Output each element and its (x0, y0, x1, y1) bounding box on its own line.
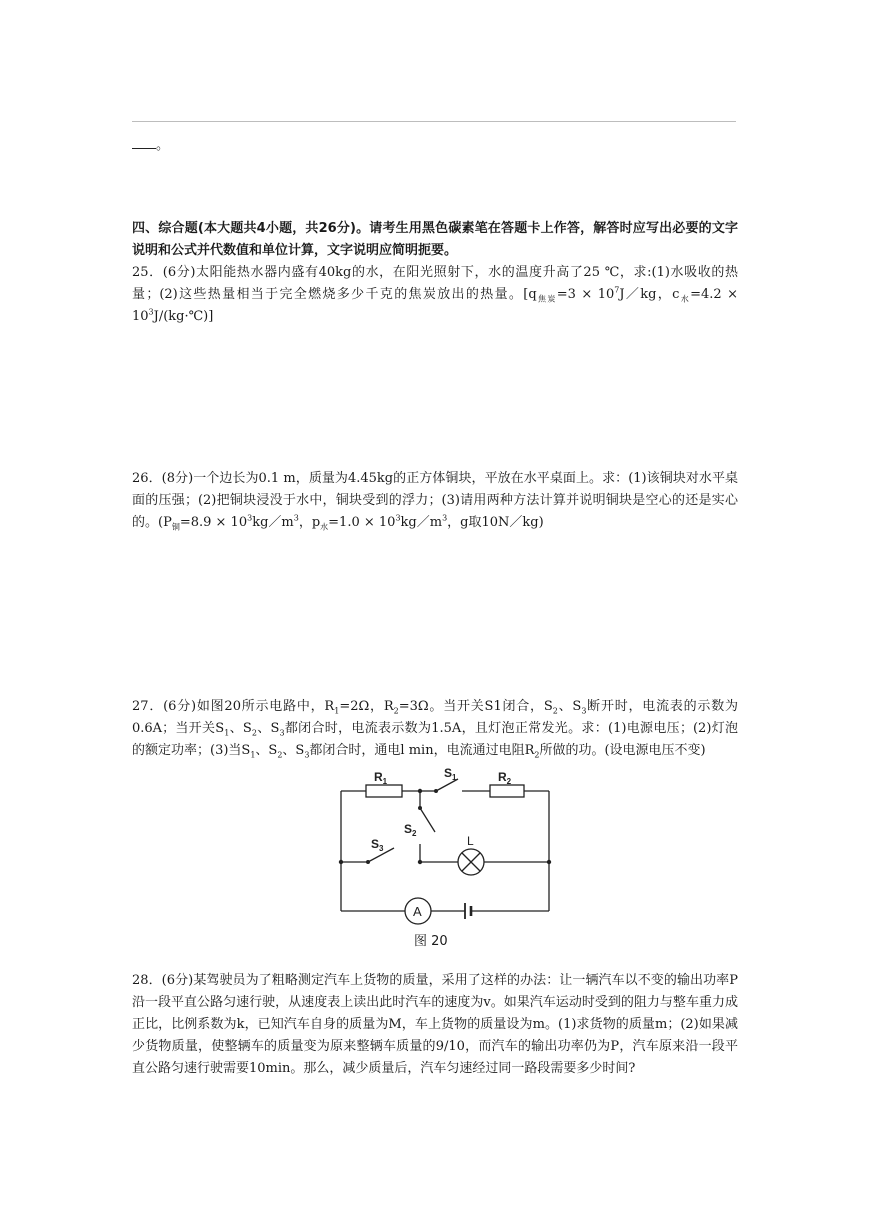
label-r2: $R_2$ (498, 770, 512, 786)
label-r1: $R_1$ (374, 770, 388, 786)
q27-t1: 27．(6分)如图20所示电路中，R (132, 699, 335, 714)
switch-s3-pivot (366, 860, 370, 864)
junction-right (547, 860, 551, 864)
resistor-r2 (490, 785, 524, 797)
header-rule (132, 121, 736, 122)
label-a: A (413, 904, 422, 919)
label-l: L (467, 834, 474, 848)
label-s3: $S_3$ (371, 837, 384, 853)
q27-t8: 都闭合时，电流表示数为1.5A，且灯泡正常发光。求：(1)电源电压；(2)灯泡的额定功率；(3)当S (132, 721, 739, 758)
q27-t3: =3Ω。当开关S1闭合，S (398, 699, 553, 714)
section-heading: 四、综合题(本大题共4小题，共26分)。请考生用黑色碳素笔在答题卡上作答，解答时应写出必要的文字说明和公式并代数值和单位计算，文字说明应简明扼要。 (132, 221, 738, 258)
q26-rho-cu-unit: kg／m (252, 515, 294, 530)
q26-tail: ，g取10N／kg) (447, 515, 544, 530)
q26-rho-w-sub: 水 (320, 522, 329, 532)
figure-caption: 图 20 (414, 934, 448, 949)
blank-suffix: 。 (156, 138, 170, 153)
q27-t4: 、S (557, 699, 582, 714)
q25-c-val: =4.2 × 10 (132, 287, 739, 324)
switch-s2-blade (420, 808, 435, 832)
answer-blank (132, 134, 169, 153)
q26-text: 26．(8分)一个边长为0.1 m，质量为4.45kg的正方体铜块，平放在水平桌面上。求：(1)该铜块对水平桌面的压强；(2)把铜块浸没于水中，铜块受到的浮力；(3)请用两种方法计算并说明铜块是空心的还是实心的。(P (132, 471, 738, 530)
q26-rho-w-exp: 3 (395, 513, 401, 523)
label-s1: $S_1$ (444, 766, 457, 782)
q27-s1c-sub: 1 (250, 750, 256, 760)
junction-mid (418, 860, 422, 864)
blank-underline (132, 136, 156, 149)
q25-c-unit: J/(kg·℃)] (153, 309, 214, 324)
junction-left (339, 860, 343, 864)
q25-q-sub: 焦炭 (536, 294, 557, 304)
q26-m3-exp-2: 3 (442, 513, 448, 523)
q25-q-val: =3 × 10 (556, 287, 615, 302)
q27-s1b-sub: 1 (224, 728, 230, 738)
q25-c-exp: 3 (148, 307, 154, 317)
q25-q-unit: J／kg，c (619, 287, 680, 302)
q26-rho-cu-val: =8.9 × 10 (179, 515, 248, 530)
q27-t2: =2Ω，R (339, 699, 394, 714)
junction-top (418, 789, 422, 793)
circuit-diagram (338, 766, 560, 952)
q27-t11: 都闭合时，通电l min，电流通过电阻R (309, 743, 535, 758)
q26-sep: ，p (298, 515, 321, 530)
q26-rho-cu-exp: 3 (247, 513, 253, 523)
q27-r1-sub: 1 (334, 706, 340, 716)
q26-rho-cu-sub: 铜 (171, 522, 180, 532)
q27-t10: 、S (282, 743, 305, 758)
q27-s3c-sub: 3 (304, 750, 310, 760)
resistor-r1 (366, 785, 402, 797)
q26-rho-w-unit: kg／m (400, 515, 443, 530)
switch-s1-pivot (434, 789, 438, 793)
question-28: 28．(6分)某驾驶员为了粗略测定汽车上货物的质量，采用了这样的办法：让一辆汽车以不变的输出功率P沿一段平直公路匀速行驶，从速度表上读出此时汽车的速度为v。如果汽车运动时受到的阻力与整车重力成正比，比例系数为k，已知汽车自身的质量为M，车上货物的质量设为m。(1)求货物的质量m；(2)如果减少货物质量，使整辆车的质量变为原来整辆车质量的9/10，而汽车的输出功率仍为P，汽车原来沿一段平直公路匀速行驶需要10min。那么，减少质量后，汽车匀速经过同一路段需要多少时间? (132, 973, 738, 1076)
question-27 (132, 696, 738, 762)
q27-s2c-sub: 2 (277, 750, 283, 760)
q27-t9: 、S (255, 743, 278, 758)
q27-r2b-sub: 2 (534, 750, 540, 760)
q27-t5: 断开时，电流表的示数为0.6A；当开关S (132, 699, 738, 736)
label-s2: $S_2$ (404, 822, 417, 838)
switch-s2-pivot (418, 806, 422, 810)
q27-s2b-sub: 2 (251, 728, 257, 738)
question-25 (132, 262, 738, 328)
q26-rho-w-val: =1.0 × 10 (328, 515, 396, 530)
q26-m3-exp: 3 (293, 513, 299, 523)
question-26 (132, 468, 738, 534)
q27-r2-sub: 2 (393, 706, 399, 716)
q25-q-exp: 7 (614, 285, 620, 295)
q27-t12: 所做的功。(设电源电压不变) (539, 743, 706, 758)
q27-s3-sub: 3 (581, 706, 587, 716)
q25-text: 25．(6分)太阳能热水器内盛有40kg的水，在阳光照射下，水的温度升高了25 ℃，求:(1)水吸收的热量；(2)这些热量相当于完全燃烧多少千克的焦炭放出的热量。[q (132, 265, 738, 302)
q27-t7: 、S (256, 721, 280, 736)
q27-t6: 、S (229, 721, 252, 736)
q27-s2-sub: 2 (552, 706, 558, 716)
q27-s3b-sub: 3 (279, 728, 285, 738)
q25-c-sub: 水 (679, 294, 691, 304)
